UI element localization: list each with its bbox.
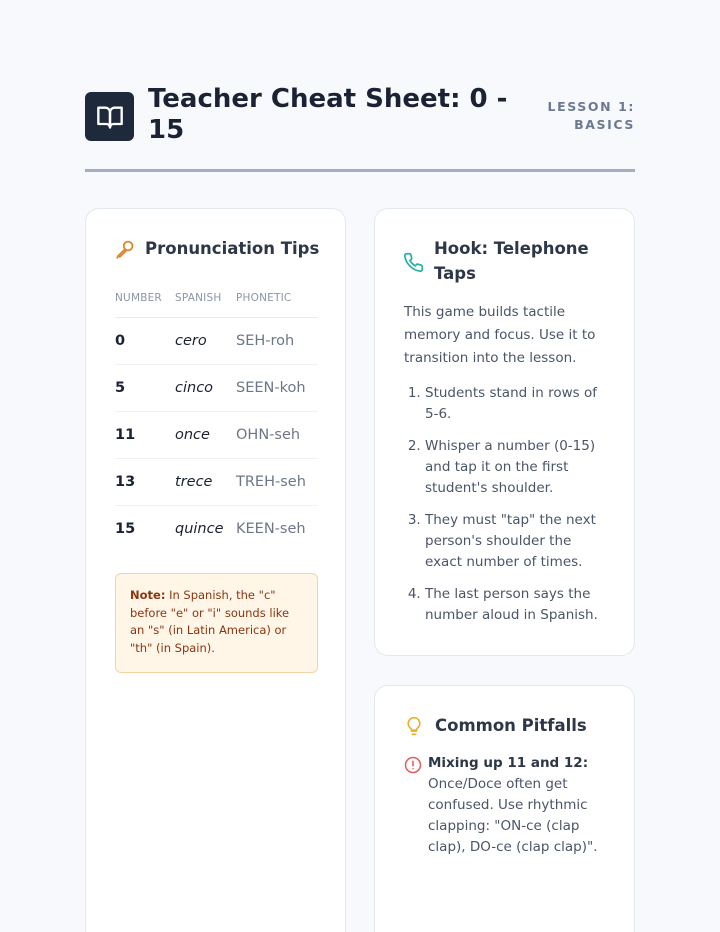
table-row	[115, 317, 318, 364]
column-header-number: NUMBER	[115, 289, 175, 317]
cell-spanish: cero	[175, 317, 236, 364]
list-item: 2. Whisper a number (0-15) and tap it on the first student's shoulder.	[425, 436, 610, 499]
cell-number: 11	[115, 411, 175, 458]
cell-spanish: cinco	[175, 364, 236, 411]
column-header-spanish: SPANISH	[175, 289, 236, 317]
hook-intro: This game builds tactile memory and focus. Use it to transition into the lesson.	[404, 304, 596, 366]
table-row	[115, 458, 318, 505]
microphone-icon	[115, 239, 136, 260]
open-book-icon	[96, 103, 124, 131]
cell-number: 5	[115, 364, 175, 411]
cell-phonetic: OHN-seh	[236, 411, 318, 458]
note-text: In Spanish, the "c" before "e" or "i" sounds like an "s" (in Latin America) or "th" (in Spain).	[130, 588, 290, 655]
pitfalls-heading: Common Pitfalls	[435, 716, 587, 735]
cell-spanish: quince	[175, 520, 224, 537]
pronunciation-note	[115, 573, 318, 673]
table-row	[115, 364, 318, 411]
cell-phonetic: KEEN-seh	[236, 520, 306, 537]
hook-steps	[404, 383, 610, 637]
cell-number: 15	[115, 520, 136, 537]
hook-heading: Hook: Telephone Taps	[434, 239, 589, 283]
note-label: Note:	[130, 588, 166, 602]
page-header	[85, 84, 635, 172]
list-item: 1. Students stand in rows of 5-6.	[425, 383, 610, 425]
pitfall-text	[428, 753, 614, 858]
cell-phonetic: SEH-roh	[236, 317, 318, 364]
table-row	[115, 411, 318, 458]
logo	[85, 92, 134, 141]
pitfall-description: Once/Doce often get confused. Use rhythmic clapping: "ON-ce (clap clap), DO-ce (clap clap)".	[428, 776, 598, 855]
lightbulb-icon	[404, 715, 424, 737]
pitfall-title: Mixing up 11 and 12:	[428, 755, 589, 771]
hook-card	[374, 208, 635, 656]
lesson-label: LESSON 1: BASICS	[547, 99, 635, 132]
cell-phonetic: TREH-seh	[236, 458, 318, 505]
pronunciation-table	[115, 289, 318, 552]
cell-number: 0	[115, 317, 175, 364]
cell-phonetic: SEEN-koh	[236, 364, 318, 411]
table-row	[115, 505, 318, 552]
cell-spanish: once	[175, 411, 236, 458]
pronunciation-heading: Pronunciation Tips	[145, 239, 320, 258]
phone-icon	[403, 252, 424, 273]
alert-circle-icon	[404, 756, 422, 774]
list-item: 3. They must "tap" the next person's shoulder the exact number of times.	[425, 510, 610, 573]
cell-spanish: trece	[175, 458, 236, 505]
list-item: 4. The last person says the number aloud in Spanish.	[425, 584, 610, 626]
page-title: Teacher Cheat Sheet: 0 - 15	[148, 84, 508, 145]
pronunciation-card	[85, 208, 346, 932]
pitfalls-card	[374, 685, 635, 932]
cell-number: 13	[115, 458, 175, 505]
column-header-phonetic: PHONETIC	[236, 289, 318, 317]
table-header-row	[115, 289, 318, 317]
